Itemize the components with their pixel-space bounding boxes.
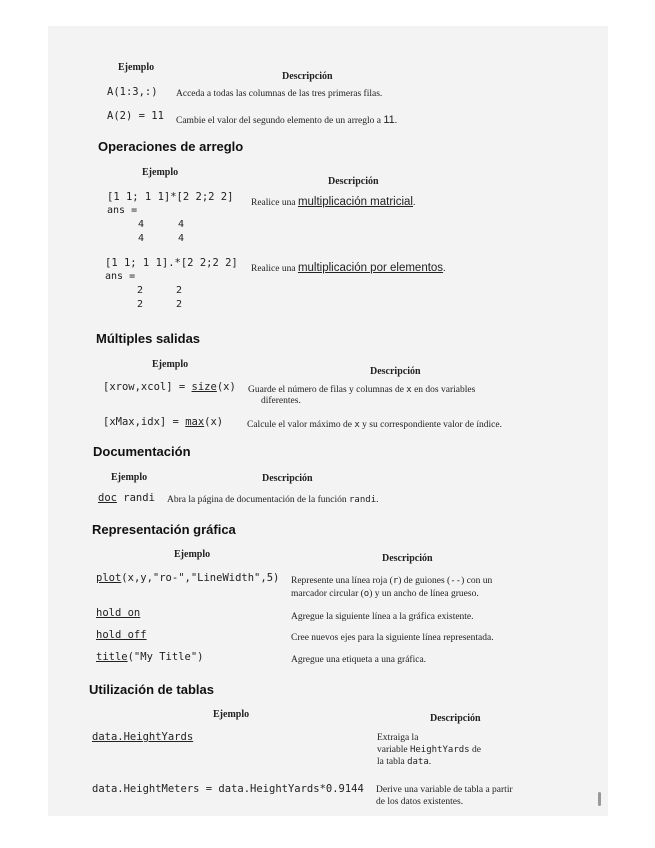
result-value: 2: [137, 285, 144, 296]
desc-max: Calcule el valor máximo de x y su correspondiente valor de índice.: [247, 420, 502, 430]
example-header: Ejemplo: [118, 62, 155, 73]
result-value: 4: [178, 219, 185, 230]
description-header: Descripción: [328, 176, 379, 187]
code-height-meters: data.HeightMeters = data.HeightYards*0.9144: [92, 783, 364, 795]
link-title[interactable]: title: [96, 651, 128, 663]
section-title-documentation: Documentación: [93, 444, 191, 459]
desc-height-yards-line1: Extraiga la: [377, 733, 419, 743]
section-title-tables: Utilización de tablas: [89, 682, 214, 697]
desc-element-mult: Realice una multiplicación por elementos.: [251, 262, 446, 274]
link-hold-off[interactable]: hold off: [96, 629, 147, 641]
result-value: 4: [178, 233, 185, 244]
description-header: Descripción: [262, 473, 313, 484]
link-doc[interactable]: doc: [98, 492, 117, 504]
example-header: Ejemplo: [174, 549, 211, 560]
desc-plot-line2: marcador circular (o) y un ancho de línea grueso.: [291, 589, 479, 599]
result-value: 2: [176, 285, 183, 296]
example-header: Ejemplo: [213, 709, 250, 720]
code-plot: plot(x,y,"ro-","LineWidth",5): [96, 572, 280, 584]
result-value: 4: [138, 233, 145, 244]
desc-matrix-mult: Realice una multiplicación matricial.: [251, 196, 416, 208]
section-title-array-ops: Operaciones de arreglo: [98, 139, 244, 154]
code-size: [xrow,xcol] = size(x): [103, 381, 236, 393]
description-header: Descripción: [382, 553, 433, 564]
desc-plot: Represente una línea roja (r) de guiones (--) con un: [291, 576, 493, 586]
link-height-yards[interactable]: data.HeightYards: [92, 731, 194, 743]
desc-height-yards-line3: la tabla data.: [377, 757, 432, 767]
code-doc: doc randi: [98, 492, 155, 504]
desc-height-meters-line2: de los datos existentes.: [376, 797, 464, 807]
desc-assign-element: Cambie el valor del segundo elemento de un arreglo a 11.: [176, 114, 398, 126]
ans-label: ans =: [105, 271, 136, 282]
description-header: Descripción: [370, 366, 421, 377]
desc-hold-off: Cree nuevos ejes para la siguiente línea representada.: [291, 633, 494, 643]
link-matrix-mult[interactable]: multiplicación matricial: [297, 196, 413, 208]
description-header: Descripción: [430, 713, 481, 724]
desc-doc: Abra la página de documentación de la función randi.: [167, 495, 379, 505]
code-height-yards: [92, 731, 193, 743]
code-title: title("My Title"): [96, 651, 204, 663]
description-header: Descripción: [282, 71, 333, 82]
desc-index-rows: Acceda a todas las columnas de las tres primeras filas.: [176, 89, 383, 99]
scan-artifact: [598, 792, 601, 806]
code-assign-element: A(2) = 11: [107, 110, 164, 122]
code-hold-on: [96, 607, 140, 619]
code-index-rows: A(1:3,:): [107, 86, 158, 98]
desc-title: Agregue una etiqueta a una gráfica.: [291, 655, 427, 665]
desc-hold-on: Agregue la siguiente línea a la gráfica existente.: [291, 612, 474, 622]
link-element-mult[interactable]: multiplicación por elementos: [297, 262, 444, 274]
code-hold-off: [96, 629, 147, 641]
code-matrix-mult: [1 1; 1 1]*[2 2;2 2]: [107, 191, 234, 203]
example-header: Ejemplo: [152, 359, 189, 370]
code-max: [xMax,idx] = max(x): [103, 416, 224, 428]
example-header: Ejemplo: [111, 472, 148, 483]
desc-height-meters-line1: Derive una variable de tabla a partir: [376, 785, 513, 795]
result-value: 2: [137, 299, 144, 310]
link-hold-on[interactable]: hold on: [96, 607, 141, 619]
section-title-plotting: Representación gráfica: [92, 522, 236, 537]
desc-size-line2: diferentes.: [261, 396, 301, 406]
result-value: 2: [176, 299, 183, 310]
link-plot[interactable]: plot: [96, 572, 122, 584]
result-value: 4: [138, 219, 145, 230]
section-title-multiple-outputs: Múltiples salidas: [96, 331, 201, 346]
desc-height-yards-line2: variable HeightYards de: [377, 745, 481, 755]
example-header: Ejemplo: [142, 167, 179, 178]
link-size[interactable]: size: [191, 381, 217, 393]
code-element-mult: [1 1; 1 1].*[2 2;2 2]: [105, 257, 238, 269]
desc-size: Guarde el número de filas y columnas de x en dos variables: [248, 385, 476, 395]
link-max[interactable]: max: [185, 416, 205, 428]
ans-label: ans =: [107, 205, 138, 216]
